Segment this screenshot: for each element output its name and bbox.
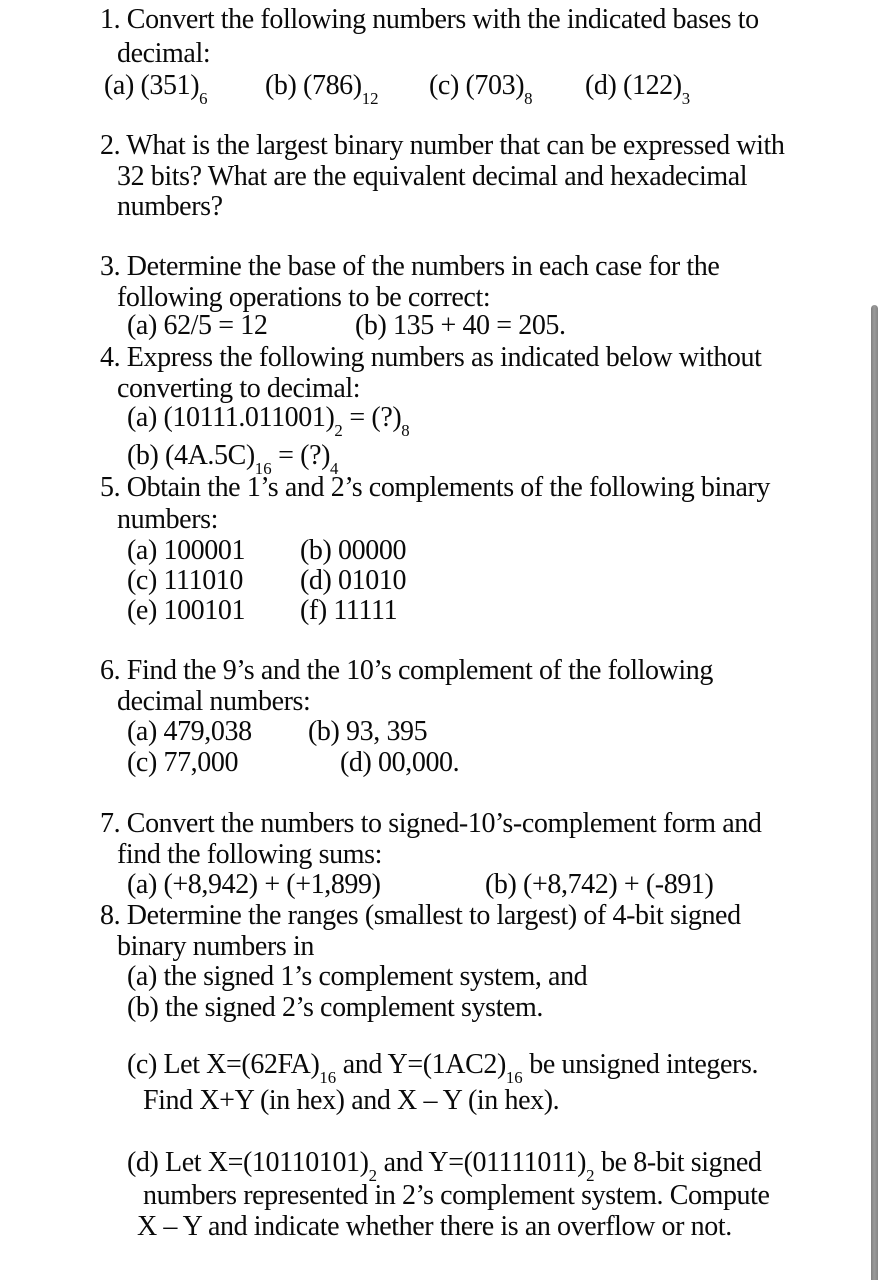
q3-l2-cell: following operations to be correct: bbox=[117, 282, 491, 313]
q5-opts1 bbox=[127, 536, 406, 565]
scrollbar-thumb[interactable] bbox=[871, 305, 878, 1280]
qd-l2 bbox=[143, 1181, 770, 1210]
qc-l2-cell: Find X+Y (in hex) and X – Y (in hex). bbox=[143, 1085, 560, 1116]
q5-opts3-cell: (e) 100101 bbox=[127, 595, 246, 626]
q1-opts-cell: (d) $(122)_3$ bbox=[585, 70, 691, 108]
qc-l2 bbox=[143, 1086, 559, 1115]
q5-opts1-cell: (b) 00000 bbox=[300, 535, 407, 566]
q3-l1-cell: 3. Determine the base of the numbers in each case for the bbox=[100, 251, 720, 282]
q6-opts1-cell: (a) 479,038 bbox=[127, 716, 252, 747]
q4-l2 bbox=[117, 374, 360, 403]
qd-l3 bbox=[137, 1212, 732, 1241]
q7-opts-cell: (b) (+8,742) + (-891) bbox=[485, 869, 714, 900]
qc-l1-cell: (c) Let $X=(62FA)_{16}$ and $Y=(1AC2)_{16}$ be unsigned integers. bbox=[127, 1049, 759, 1087]
q2-l3 bbox=[117, 192, 223, 221]
q8-b-cell: (b) the signed 2’s complement system. bbox=[127, 992, 544, 1023]
q7-l2 bbox=[117, 840, 382, 869]
q5-l2 bbox=[117, 505, 218, 534]
q3-opts bbox=[127, 311, 566, 340]
q5-opts2 bbox=[127, 566, 406, 595]
q5-opts3 bbox=[127, 596, 397, 625]
q3-opts-cell: (b) 135 + 40 = 205. bbox=[355, 310, 566, 341]
q6-opts1-cell: (b) 93, 395 bbox=[308, 716, 428, 747]
q1-opts-cell: (b) $(786)_{12}$ bbox=[265, 70, 379, 108]
q6-l1-cell: 6. Find the 9’s and the 10’s complement of the following bbox=[100, 655, 713, 686]
q1-l2 bbox=[117, 39, 210, 68]
q5-opts1-cell: (a) 100001 bbox=[127, 535, 246, 566]
q2-l2-cell: 32 bits? What are the equivalent decimal and hexadecimal bbox=[117, 161, 748, 192]
qd-l2-cell: numbers represented in 2’s complement system. Compute bbox=[143, 1180, 770, 1211]
q5-opts3-cell: (f) 11111 bbox=[300, 595, 398, 626]
qc-l1 bbox=[127, 1049, 759, 1087]
q4-l2-cell: converting to decimal: bbox=[117, 373, 361, 404]
q5-opts2-cell: (d) 01010 bbox=[300, 565, 407, 596]
q3-l2 bbox=[117, 283, 490, 312]
q8-a bbox=[127, 962, 587, 991]
q7-l1 bbox=[100, 809, 762, 838]
q7-opts-cell: (a) (+8,942) + (+1,899) bbox=[127, 869, 381, 900]
q2-l2 bbox=[117, 162, 747, 191]
q3-l1 bbox=[100, 252, 719, 281]
q2-l1-cell: 2. What is the largest binary number that can be expressed with bbox=[100, 130, 785, 161]
q1-l2-cell: decimal: bbox=[117, 38, 211, 69]
q5-opts2-cell: (c) 111010 bbox=[127, 565, 243, 596]
q6-opts2-cell: (c) 77,000 bbox=[127, 747, 239, 778]
qd-l1-cell: (d) Let $X=(10110101)_2$ and $Y=(01111011)_2$ be 8-bit signed bbox=[127, 1147, 762, 1185]
q6-l2 bbox=[117, 687, 310, 716]
q7-l1-cell: 7. Convert the numbers to signed-10’s-complement form and bbox=[100, 808, 762, 839]
q8-a-cell: (a) the signed 1’s complement system, and bbox=[127, 961, 588, 992]
q2-l1 bbox=[100, 131, 784, 160]
q8-l1 bbox=[100, 901, 741, 930]
q8-l2 bbox=[117, 932, 314, 961]
q7-opts bbox=[127, 870, 713, 899]
q6-opts1 bbox=[127, 717, 427, 746]
q1-l1 bbox=[100, 5, 759, 34]
q5-l1-cell: 5. Obtain the 1’s and 2’s complements of the following binary bbox=[100, 472, 771, 503]
q4-l1 bbox=[100, 343, 762, 372]
q4-b bbox=[127, 440, 339, 478]
qd-l3-cell: X – Y and indicate whether there is an overflow or not. bbox=[137, 1211, 732, 1242]
q1-opts bbox=[104, 70, 691, 108]
q1-opts-cell: (a) $(351)_6$ bbox=[104, 70, 208, 108]
q4-a bbox=[127, 402, 410, 440]
q2-l3-cell: numbers? bbox=[117, 191, 223, 222]
q7-l2-cell: find the following sums: bbox=[117, 839, 382, 870]
q4-b-cell: (b) $(4A.5C)_{16}$ = $(?)_4$ bbox=[127, 440, 339, 478]
q6-opts2-cell: (d) 00,000. bbox=[340, 747, 460, 778]
q1-opts-cell: (c) $(703)_8$ bbox=[429, 70, 533, 108]
q3-opts-cell: (a) 62/5 = 12 bbox=[127, 310, 268, 341]
q8-l2-cell: binary numbers in bbox=[117, 931, 314, 962]
qd-l1 bbox=[127, 1147, 762, 1185]
q4-l1-cell: 4. Express the following numbers as indicated below without bbox=[100, 342, 762, 373]
q6-opts2 bbox=[127, 748, 459, 777]
q1-l1-cell: 1. Convert the following numbers with the indicated bases to bbox=[100, 4, 759, 35]
q5-l2-cell: numbers: bbox=[117, 504, 219, 535]
q6-l2-cell: decimal numbers: bbox=[117, 686, 311, 717]
q8-l1-cell: 8. Determine the ranges (smallest to largest) of 4-bit signed bbox=[100, 900, 741, 931]
q8-b bbox=[127, 993, 543, 1022]
q6-l1 bbox=[100, 656, 713, 685]
q4-a-cell: (a) $(10111.011001)_2$ = $(?)_8$ bbox=[127, 402, 410, 440]
q5-l1 bbox=[100, 473, 770, 502]
